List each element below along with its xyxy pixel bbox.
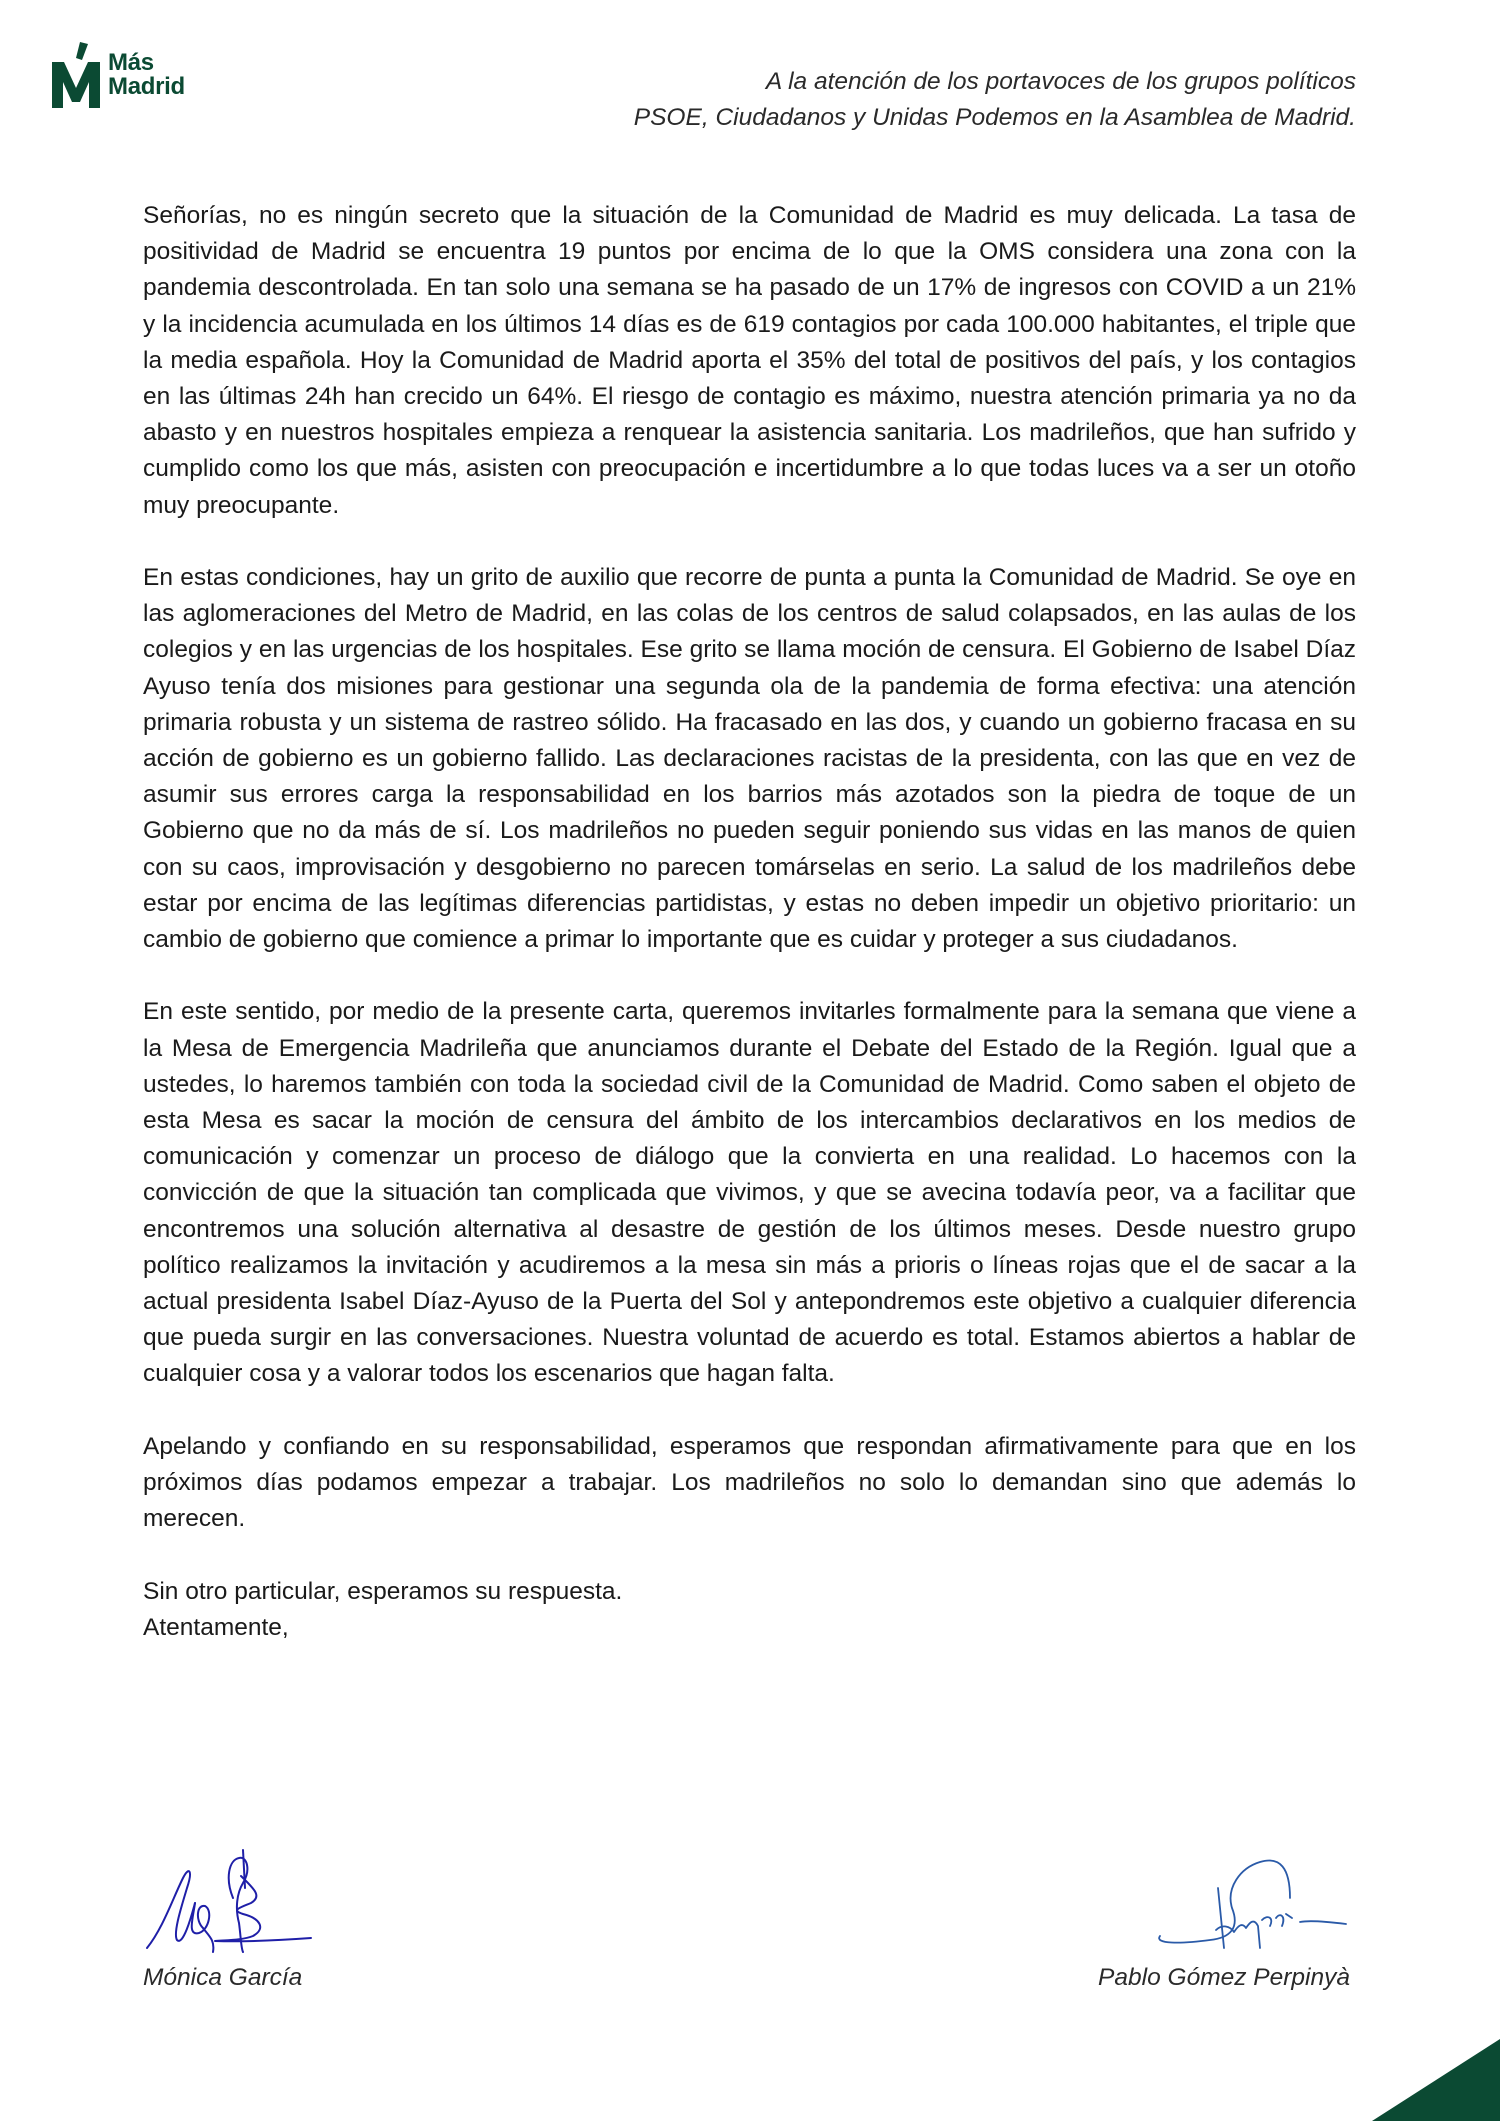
paragraph-3: En este sentido, por medio de la presente carta, queremos invitarles formalmente para la semana que viene a la Mesa de Emergencia Madrileña que anunciamos durante el Debate del Estado de la Región. Igual que a ustedes, lo haremos también con toda la sociedad civil de la Comunidad de Madrid. Como saben el objeto de esta Mesa es sacar la moción de censura del ámbito de los intercambios declarativos en los medios de comunicación y comenzar un proceso de diálogo que la convierta en una realidad. Lo hacemos con la convicción de que la situación tan complicada que vivimos, y que se avecina todavía peor, va a facilitar que encontremos una solución alternativa al desastre de gestión de los últimos meses. Desde nuestro grupo político realizamos la invitación y acudiremos a la mesa sin más a prioris o líneas rojas que el de sacar a la actual presidenta Isabel Díaz-Ayuso de la Puerta del Sol y antepondremos este objetivo a cualquier diferencia que pueda surgir en las conversaciones. Nuestra voluntad de acuerdo es total. Estamos abiertos a hablar de cualquier cosa y a valorar todos los escenarios que hagan falta. xyxy=(143,998,1356,1388)
logo-wordmark xyxy=(108,51,185,99)
closing-line-2: Atentamente, xyxy=(143,1613,289,1641)
logo-line-1: Más xyxy=(108,49,154,76)
mas-madrid-m-icon xyxy=(52,42,100,108)
paragraph-1: Señorías, no es ningún secreto que la situación de la Comunidad de Madrid es muy delicada. La tasa de positividad de Madrid se encuentra 19 puntos por encima de lo que la OMS considera una zona con la pandemia descontrolada. En tan solo una semana se ha pasado de un 17% de ingresos con COVID a un 21% y la incidencia acumulada en los últimos 14 días es de 619 contagios por cada 100.000 habitantes, el triple que la media española. Hoy la Comunidad de Madrid aporta el 35% del total de positivos del país, y los contagios en las últimas 24h han crecido un 64%. El riesgo de contagio es máximo, nuestra atención primaria ya no da abasto y en nuestros hospitales empieza a renquear la asistencia sanitaria. Los madrileños, que han sufrido y cumplido como los que más, asisten con preocupación e incertidumbre a lo que todas luces va a ser un otoño muy preocupante. xyxy=(143,202,1356,519)
corner-triangle-decoration-icon xyxy=(1372,2039,1500,2121)
letter-body xyxy=(143,198,1356,1646)
signatory-name-right: Pablo Gómez Perpinyà xyxy=(1098,1964,1350,1991)
paragraph-2: En estas condiciones, hay un grito de auxilio que recorre de punta a punta la Comunidad de Madrid. Se oye en las aglomeraciones del Metro de Madrid, en las colas de los centros de salud colapsados, en las aulas de los colegios y en las urgencias de los hospitales. Ese grito se llama moción de censura. El Gobierno de Isabel Díaz Ayuso tenía dos misiones para gestionar una segunda ola de la pandemia de forma efectiva: una atención primaria robusta y un sistema de rastreo sólido. Ha fracasado en las dos, y cuando un gobierno fracasa en su acción de gobierno es un gobierno fallido. Las declaraciones racistas de la presidenta, con las que en vez de asumir sus errores carga la responsabilidad en los barrios más azotados son la piedra de toque de un Gobierno que no da más de sí. Los madrileños no pueden seguir poniendo sus vidas en las manos de quien con su caos, improvisación y desgobierno no parecen tomárselas en serio. La salud de los madrileños debe estar por encima de las legítimas diferencias partidistas, y estas no deben impedir un objetivo prioritario: un cambio de gobierno que comience a primar lo importante que es cuidar y proteger a sus ciudadanos. xyxy=(143,564,1356,954)
handwritten-signature-icon xyxy=(143,1848,313,1956)
mas-madrid-logo xyxy=(52,42,185,108)
closing-line-1: Sin otro particular, esperamos su respuesta. xyxy=(143,1577,623,1605)
logo-line-2: Madrid xyxy=(108,73,185,100)
recipient-line-2: PSOE, Ciudadanos y Unidas Podemos en la Asamblea de Madrid. xyxy=(633,104,1356,131)
signature-block-left xyxy=(143,1848,313,1992)
signatory-name-left: Mónica García xyxy=(143,1964,303,1991)
recipient-block xyxy=(634,64,1356,136)
recipient-line-1: A la atención de los portavoces de los grupos políticos xyxy=(765,68,1356,95)
signature-block-right xyxy=(1098,1848,1350,1992)
paragraph-4: Apelando y confiando en su responsabilidad, esperamos que respondan afirmativamente para que en los próximos días podamos empezar a trabajar. Los madrileños no solo lo demandan sino que además lo merecen. xyxy=(143,1432,1356,1533)
handwritten-signature-icon xyxy=(1150,1848,1350,1956)
